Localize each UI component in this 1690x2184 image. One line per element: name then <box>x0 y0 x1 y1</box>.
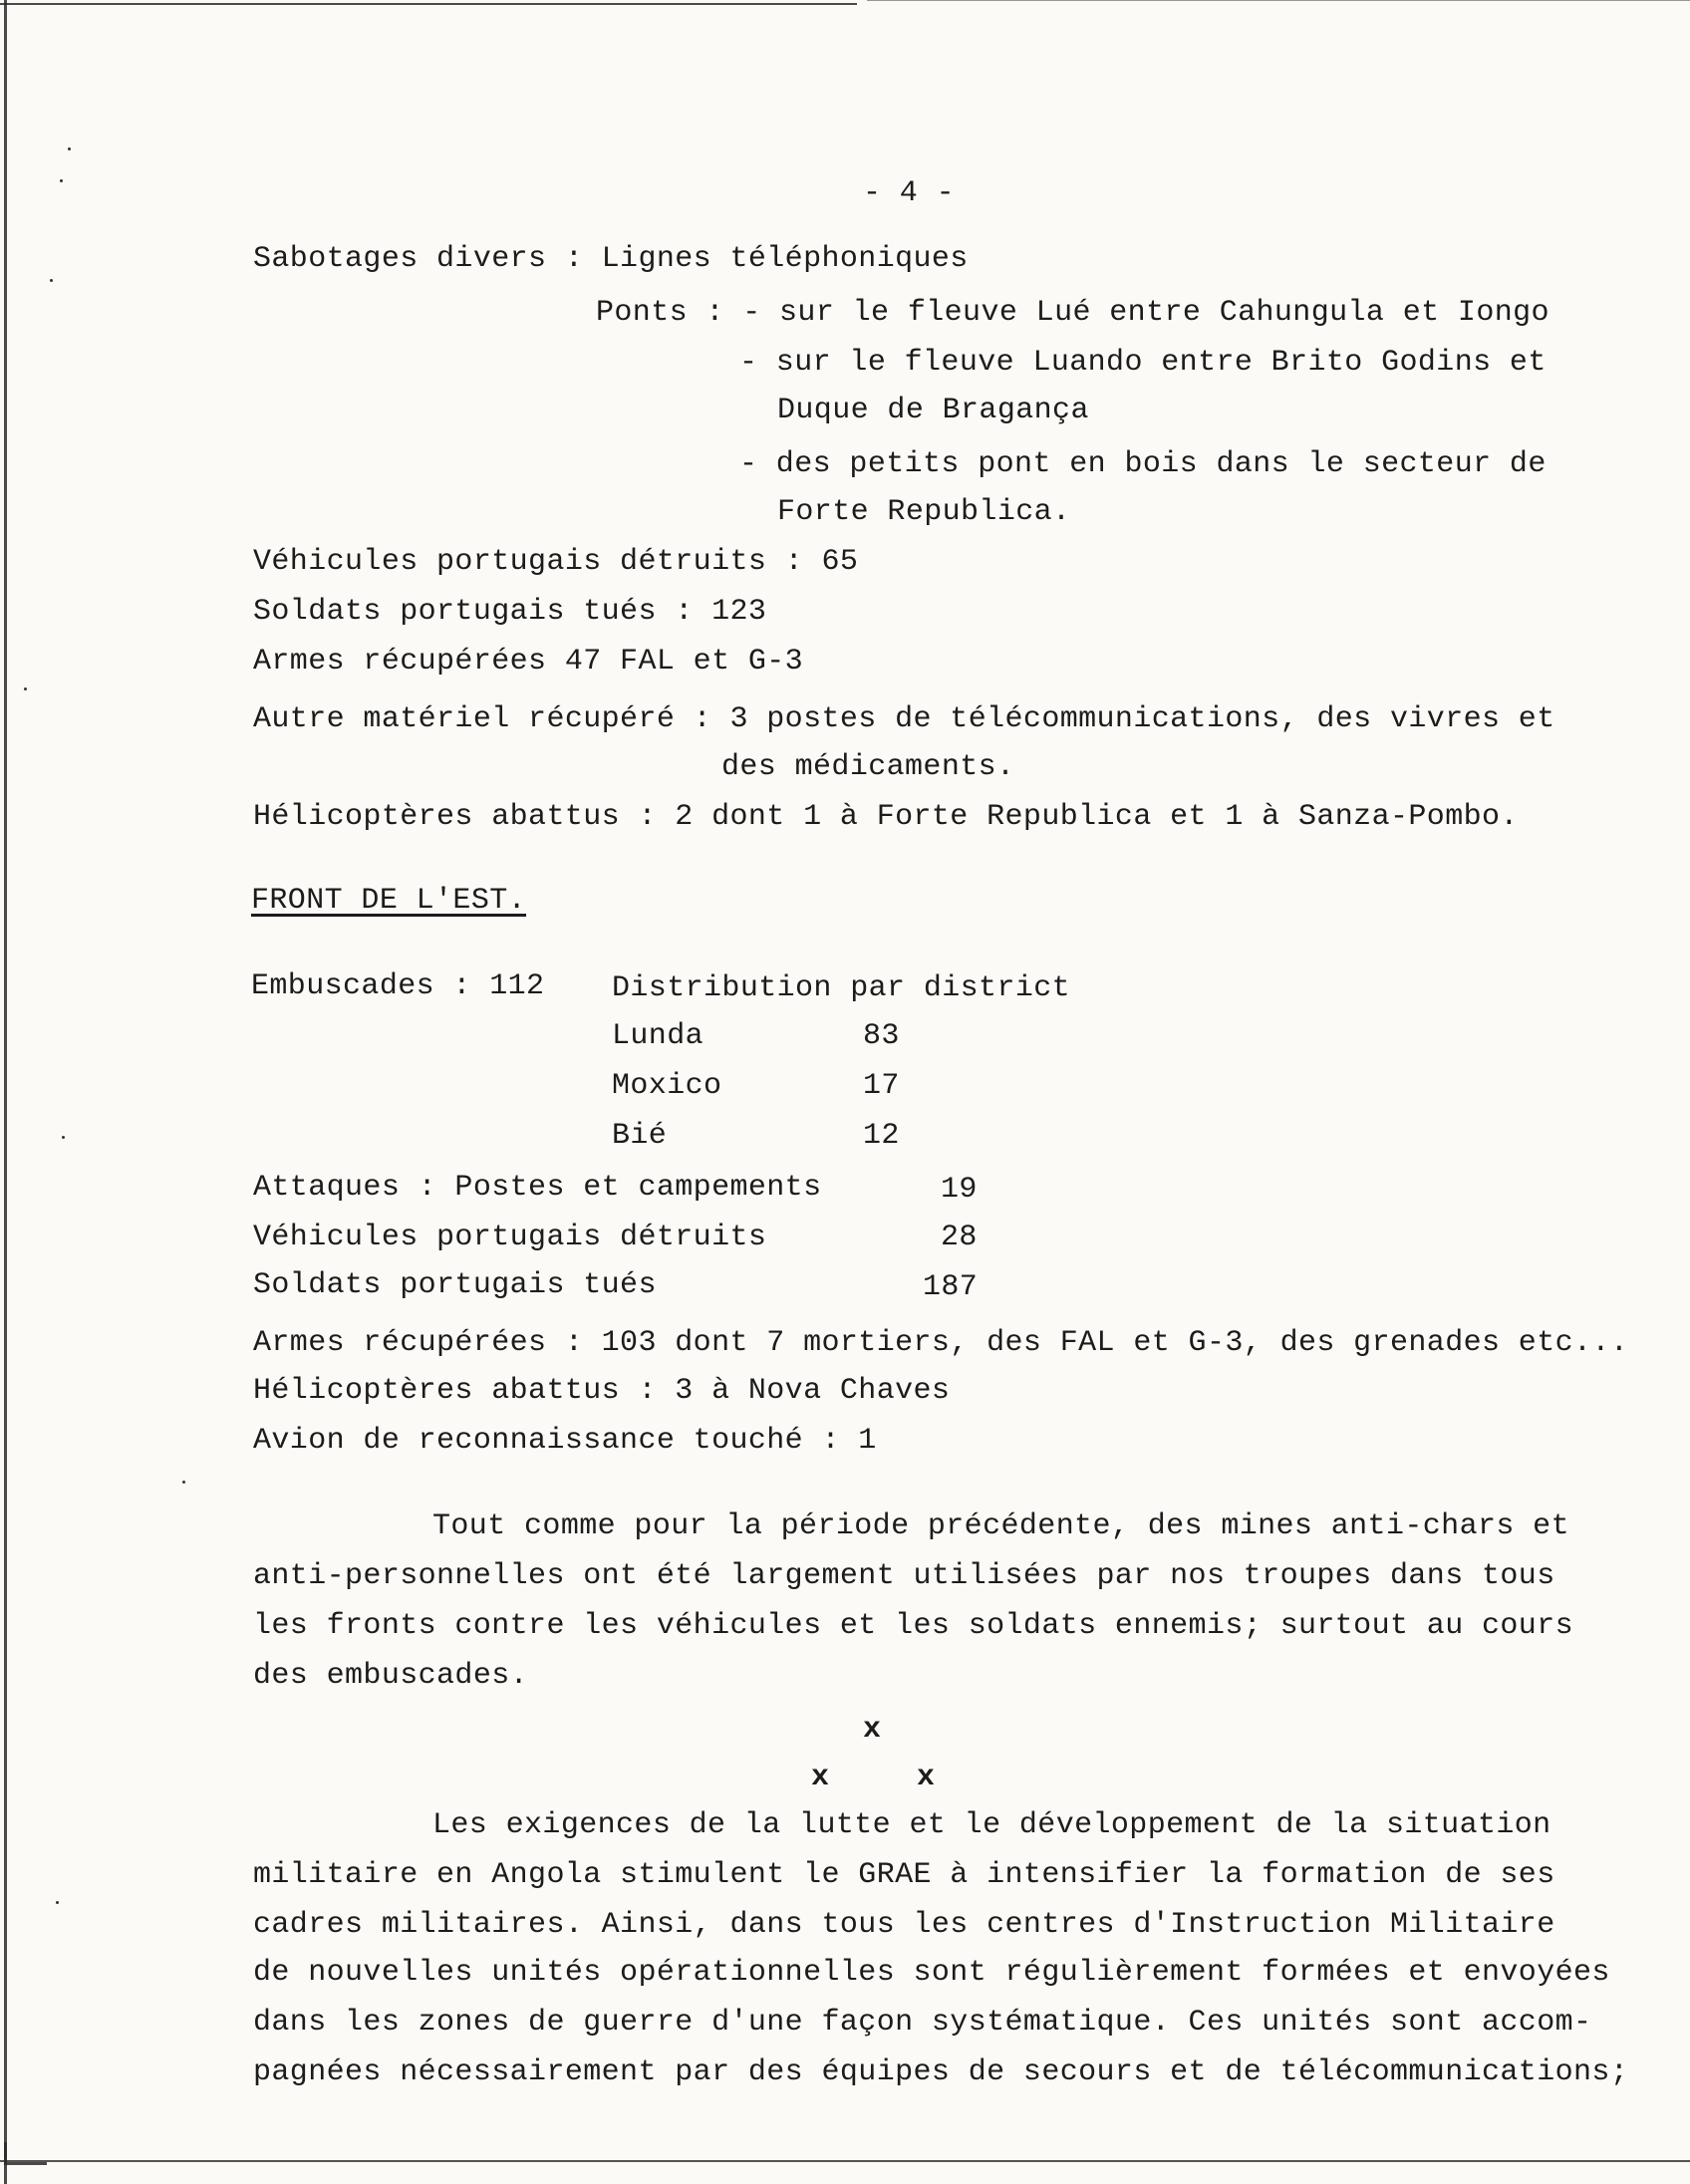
scan-speck <box>50 279 53 282</box>
ponts-line-3a: - des petits pont en bois dans le secteur de <box>739 447 1547 481</box>
ponts-line-3b: Forte Republica. <box>777 495 1071 529</box>
stat-value: 19 <box>941 1173 978 1207</box>
stat-label: Soldats portugais tués <box>253 1268 657 1302</box>
scan-speck <box>62 1136 65 1139</box>
ponts-line-2b: Duque de Bragança <box>777 394 1089 427</box>
district-value: 83 <box>863 1019 900 1053</box>
paragraph-2-line: Les exigences de la lutte et le développement de la situation <box>432 1808 1551 1842</box>
paragraph-2-line: militaire en Angola stimulent le GRAE à intensifier la formation de ses <box>253 1858 1555 1892</box>
scan-speck <box>24 687 27 690</box>
district-value: 12 <box>863 1119 900 1153</box>
separator-mark-left: x <box>811 1761 830 1794</box>
paragraph-1-line: anti-personnelles ont été largement utilisées par nos troupes dans tous <box>253 1559 1555 1593</box>
page-bottom-edge <box>0 2160 1690 2162</box>
stat-label: Attaques : Postes et campements <box>253 1171 822 1205</box>
district-name: Bié <box>612 1119 668 1153</box>
helicopteres-line: Hélicoptères abattus : 2 dont 1 à Forte Republica et 1 à Sanza-Pombo. <box>253 800 1519 834</box>
scan-speck <box>56 1901 59 1904</box>
distribution-header: Distribution par district <box>612 971 1071 1005</box>
materiel-line-a: Autre matériel récupéré : 3 postes de télécommunications, des vivres et <box>253 702 1555 736</box>
paragraph-1-line: Tout comme pour la période précédente, des mines anti-chars et <box>432 1509 1569 1543</box>
scan-speck <box>182 1481 185 1484</box>
stat-label: Véhicules portugais détruits <box>253 1221 767 1254</box>
section-heading-front-est: FRONT DE L'EST. <box>251 884 527 918</box>
paragraph-2-line: dans les zones de guerre d'une façon systématique. Ces unités sont accom- <box>253 2006 1592 2040</box>
paragraph-2-line: pagnées nécessairement par des équipes de secours et de télécommunications; <box>253 2055 1629 2089</box>
district-name: Moxico <box>612 1069 722 1103</box>
stat-value: 28 <box>941 1221 978 1254</box>
sabotage-label: Sabotages divers : Lignes téléphoniques <box>253 242 969 276</box>
helicopteres-est-line: Hélicoptères abattus : 3 à Nova Chaves <box>253 1374 951 1408</box>
ponts-line-1: Ponts : - sur le fleuve Lué entre Cahungula et Iongo <box>596 296 1549 330</box>
district-name: Lunda <box>612 1019 704 1053</box>
page-number: - 4 - <box>863 176 956 210</box>
paragraph-1-line: les fronts contre les véhicules et les soldats ennemis; surtout au cours <box>253 1609 1574 1643</box>
scan-speck <box>60 179 63 182</box>
armes-line: Armes récupérées 47 FAL et G-3 <box>253 645 804 679</box>
armes-est-line: Armes récupérées : 103 dont 7 mortiers, des FAL et G-3, des grenades etc... <box>253 1326 1629 1360</box>
ponts-line-2a: - sur le fleuve Luando entre Brito Godins et <box>739 346 1547 380</box>
paragraph-2-line: de nouvelles unités opérationnelles sont régulièrement formées et envoyées <box>253 1956 1610 1990</box>
page-top-edge-right <box>867 0 1690 1</box>
vehicules-line: Véhicules portugais détruits : 65 <box>253 545 859 579</box>
embuscades-line: Embuscades : 112 <box>251 969 545 1003</box>
district-value: 17 <box>863 1069 900 1103</box>
avion-line: Avion de reconnaissance touché : 1 <box>253 1424 877 1458</box>
separator-mark-right: x <box>917 1761 936 1794</box>
separator-mark-top: x <box>863 1713 882 1747</box>
page-bottom-corner <box>4 2142 47 2165</box>
page-top-edge <box>0 3 857 5</box>
stat-value: 187 <box>923 1270 979 1304</box>
paragraph-1-line: des embuscades. <box>253 1659 529 1693</box>
paragraph-2-line: cadres militaires. Ainsi, dans tous les centres d'Instruction Militaire <box>253 1908 1555 1942</box>
scan-speck <box>68 147 71 150</box>
materiel-line-b: des médicaments. <box>721 750 1015 784</box>
soldats-line: Soldats portugais tués : 123 <box>253 595 767 629</box>
page-left-edge <box>4 0 7 2184</box>
